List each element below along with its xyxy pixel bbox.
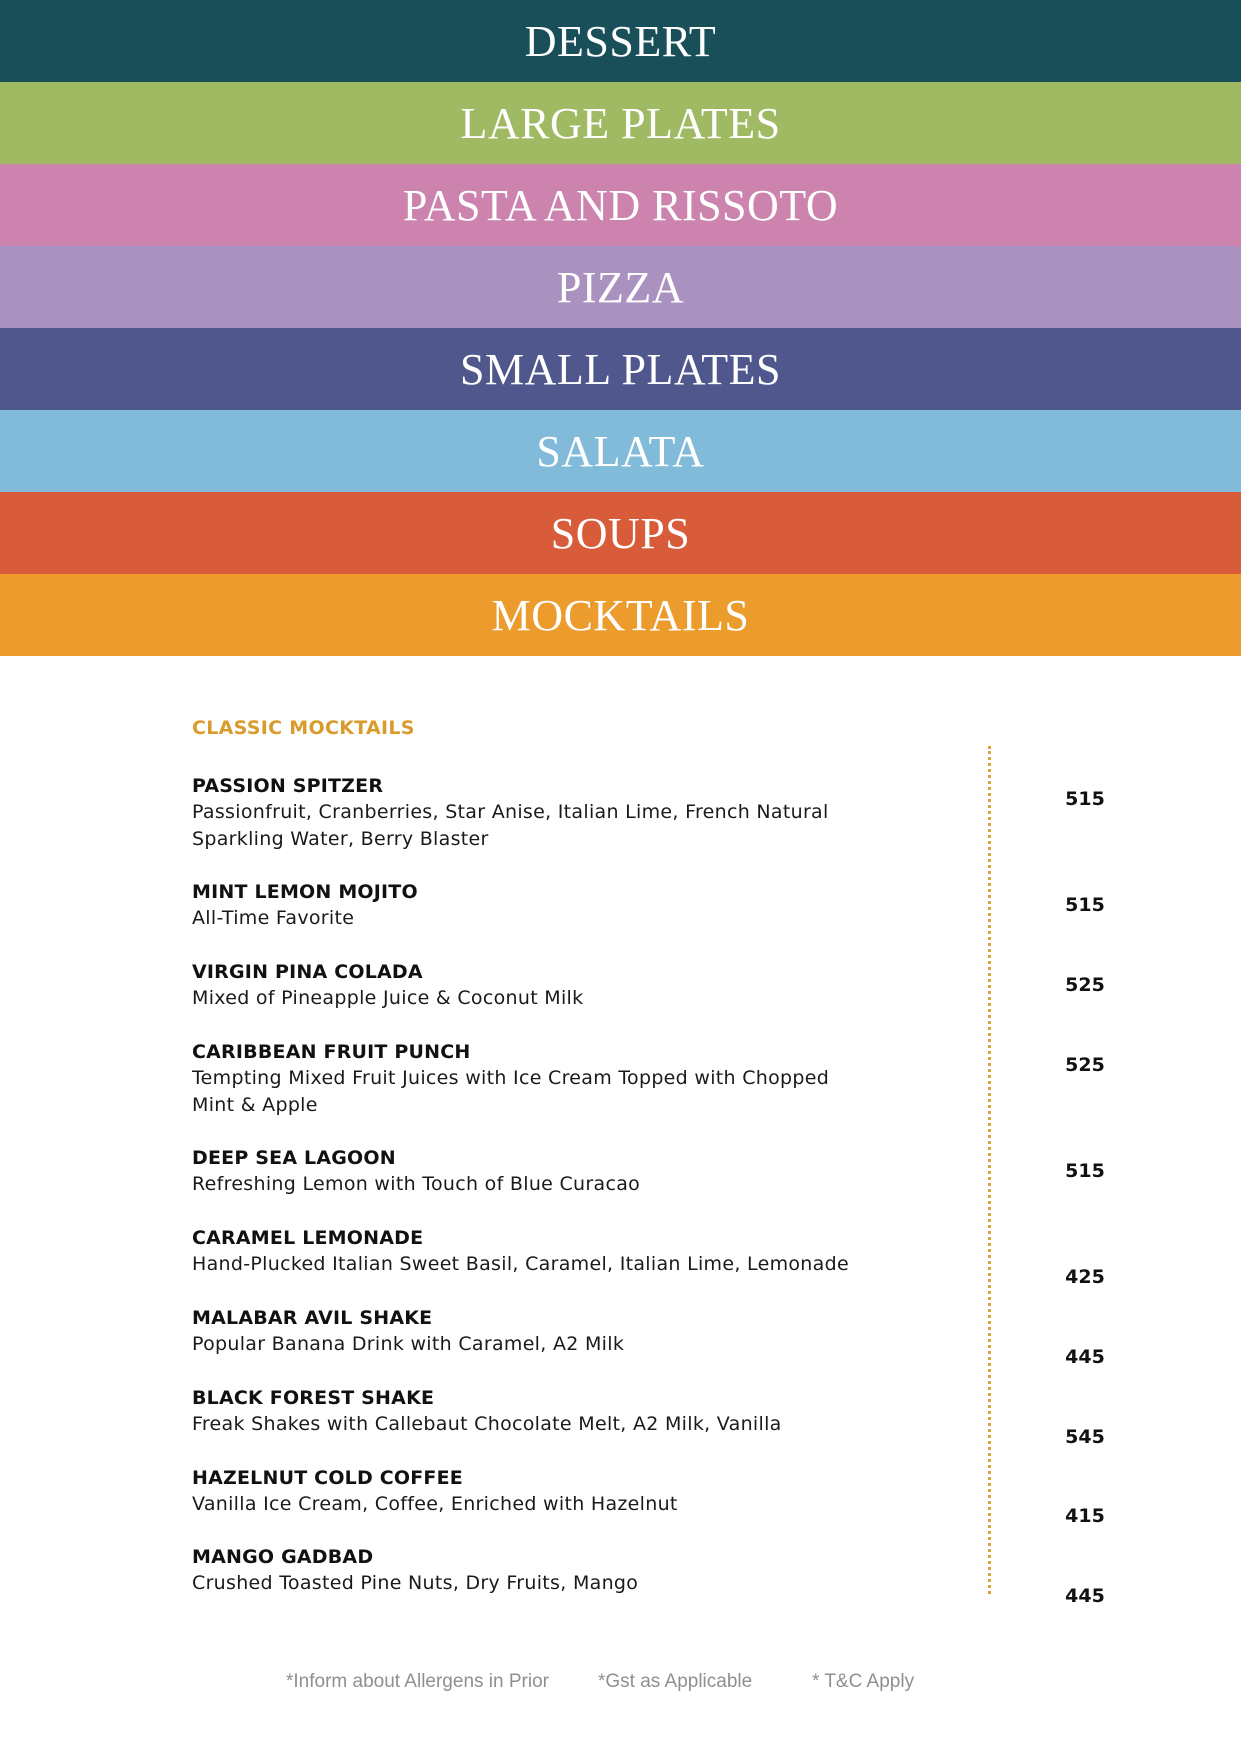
menu-item-description: Crushed Toasted Pine Nuts, Dry Fruits, Mango [192,1572,639,1594]
menu-item-description: Tempting Mixed Fruit Juices with Ice Cream Topped with Chopped Mint & Apple [192,1067,830,1116]
menu-item-price: 515 [1065,894,1105,916]
category-band-mocktails[interactable] [0,574,1241,656]
category-bands [0,0,1241,656]
menu-item-price: 525 [1065,1054,1105,1076]
menu-item-name: MANGO GADBAD [192,1546,374,1568]
price-divider [988,746,991,1594]
category-band-small-plates[interactable] [0,328,1241,410]
menu-item-price: 515 [1065,1160,1105,1182]
category-label-salata: SALATA [536,426,705,476]
menu-item-description: Mixed of Pineapple Juice & Coconut Milk [192,987,584,1009]
category-label-mocktails: MOCKTAILS [491,590,750,640]
category-label-dessert: DESSERT [524,16,717,66]
menu-item-name: CARAMEL LEMONADE [192,1227,424,1249]
menu-item-description: Passionfruit, Cranberries, Star Anise, Italian Lime, French Natural Sparkling Water, Berry Blaster [192,801,829,850]
category-band-soups[interactable] [0,492,1241,574]
section-title: CLASSIC MOCKTAILS [192,717,415,739]
category-band-large-plates[interactable] [0,82,1241,164]
menu-item-description: Freak Shakes with Callebaut Chocolate Melt, A2 Milk, Vanilla [192,1413,782,1435]
menu-item-description: Vanilla Ice Cream, Coffee, Enriched with Hazelnut [192,1493,678,1515]
menu-item-price: 445 [1065,1346,1105,1368]
menu-item-price: 545 [1065,1426,1105,1448]
category-label-pasta-and-rissoto: PASTA AND RISSOTO [402,180,839,230]
menu-item-price: 425 [1065,1266,1105,1288]
menu-item-name: MALABAR AVIL SHAKE [192,1307,433,1329]
category-band-pizza[interactable] [0,246,1241,328]
menu-item-description: Refreshing Lemon with Touch of Blue Curacao [192,1173,641,1195]
category-band-dessert[interactable] [0,0,1241,82]
menu-item-price: 515 [1065,788,1105,810]
menu-item-name: BLACK FOREST SHAKE [192,1387,435,1409]
category-band-pasta-and-rissoto[interactable] [0,164,1241,246]
menu-item-description: All-Time Favorite [192,907,355,929]
category-label-pizza: PIZZA [556,262,685,312]
footer-allergens-note: *Inform about Allergens in Prior [286,1671,549,1692]
menu-item-price: 415 [1065,1505,1105,1527]
category-band-salata[interactable] [0,410,1241,492]
category-label-small-plates: SMALL PLATES [460,344,781,394]
footer-tc-note: * T&C Apply [812,1671,915,1692]
menu-item-name: DEEP SEA LAGOON [192,1147,396,1169]
menu-item-name: MINT LEMON MOJITO [192,881,418,903]
category-label-large-plates: LARGE PLATES [460,98,781,148]
menu-item-name: PASSION SPITZER [192,775,384,797]
footer-gst-note: *Gst as Applicable [598,1671,753,1692]
menu-item-name: VIRGIN PINA COLADA [192,961,423,983]
menu-item-name: CARIBBEAN FRUIT PUNCH [192,1041,471,1063]
menu-item-description: Popular Banana Drink with Caramel, A2 Milk [192,1333,625,1355]
menu-item-name: HAZELNUT COLD COFFEE [192,1467,463,1489]
menu-item-price: 445 [1065,1585,1105,1607]
category-label-soups: SOUPS [550,508,691,558]
menu-item-price: 525 [1065,974,1105,996]
menu-item-description: Hand-Plucked Italian Sweet Basil, Caramel, Italian Lime, Lemonade [192,1253,849,1275]
